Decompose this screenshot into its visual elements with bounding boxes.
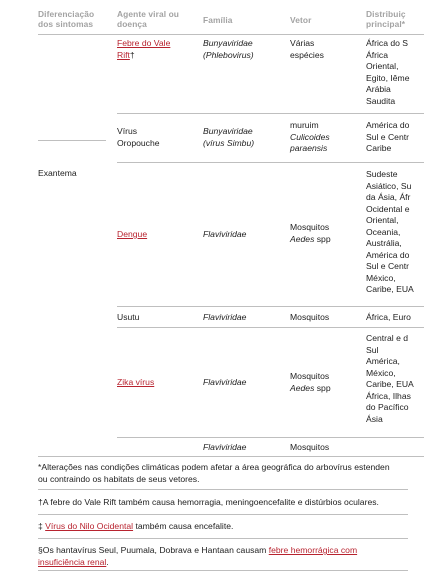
group-top-rule — [38, 140, 106, 141]
zika-link[interactable]: Zika vírus — [117, 377, 155, 387]
row-rule — [117, 327, 424, 328]
oropouche-family: Bunyaviridae (vírus Simbu) — [203, 126, 255, 148]
row-rule — [117, 437, 424, 438]
table-header — [0, 0, 424, 34]
usutu-agent: Usutu — [117, 312, 140, 322]
last-vector: Mosquitos — [290, 442, 330, 452]
header-family: Família — [203, 15, 233, 25]
footnote-rift: †A febre do Vale Rift também causa hemorragia, meningoencefalite e distúrbios oculares. — [38, 497, 379, 507]
oropouche-agent: Vírus Oropouche — [117, 126, 160, 148]
dengue-agent[interactable] — [117, 229, 147, 241]
dengue-dist: Sudeste Asiático, Su da Ásia, Áfr Ocidental e Oriental, Oceania, Austrália, América do Sul e Centr México, Caribe, EUA — [366, 169, 414, 294]
header-diff: Diferenciação dos sintomas — [38, 9, 95, 29]
rift-family: Bunyaviridae (Phlebovirus) — [203, 38, 254, 60]
dengue-link[interactable]: Dengue — [117, 229, 148, 239]
rift-dist: África do S África Oriental, Egito, Iême Arábia Saudita — [366, 38, 410, 106]
usutu-vector: Mosquitos — [290, 312, 330, 322]
zika-family: Flaviviridae — [203, 377, 247, 387]
group-label: Exantema — [38, 168, 77, 178]
hemorrhagic-fever-link[interactable]: febre hemorrágica com — [268, 545, 358, 555]
dengue-vector: Mosquitos Aedes spp — [290, 222, 331, 244]
zika-vector: Mosquitos Aedes spp — [290, 371, 331, 393]
rift-vector: Várias espécies — [290, 38, 324, 60]
row-rule — [117, 162, 424, 163]
footnote-rule — [38, 489, 408, 490]
row-rule — [117, 306, 424, 307]
footnote-west-nile: ‡ Vírus do Nilo Ocidental também causa encefalite. — [38, 521, 234, 531]
header-agent: Agente viral ou doença — [117, 9, 179, 29]
header-vector: Vetor — [290, 15, 312, 25]
last-family: Flaviviridae — [203, 442, 247, 452]
table-row: Febre do Vale Rift† — [117, 38, 171, 60]
row-rule — [117, 113, 424, 114]
table-bottom-rule — [38, 456, 424, 457]
usutu-family: Flaviviridae — [203, 312, 247, 322]
oropouche-vector: muruim Culicoides paraensis — [290, 120, 330, 153]
renal-failure-link[interactable]: insuficiência renal — [38, 556, 107, 567]
footnote-rule — [38, 570, 408, 571]
footnote-rule — [38, 514, 408, 515]
usutu-dist: África, Euro — [366, 312, 411, 322]
rift-valley-fever-link[interactable]: Febre do Vale Rift — [117, 38, 171, 60]
footnote-rule — [38, 538, 408, 539]
footnote-hantavirus: §Os hantavírus Seul, Puumala, Dobrava e Hantaan causam febre hemorrágica com insuficiência renal. — [38, 545, 358, 567]
header-rule — [38, 34, 424, 35]
zika-dist: Central e d Sul América, México, Caribe, EUA África, Ilhas do Pacífico Ásia — [366, 333, 414, 424]
oropouche-dist: América do Sul e Centr Caribe — [366, 120, 410, 153]
west-nile-link[interactable]: Vírus do Nilo Ocidental — [45, 521, 134, 531]
footnote-climate: *Alterações nas condições climáticas podem afetar a área geográfica do arbovírus estenden ou contraindo os habitats de seus vetores. — [38, 462, 390, 484]
zika-agent[interactable] — [117, 377, 154, 389]
dengue-family: Flaviviridae — [203, 229, 247, 239]
header-dist: Distribuiç principal* — [366, 9, 406, 29]
